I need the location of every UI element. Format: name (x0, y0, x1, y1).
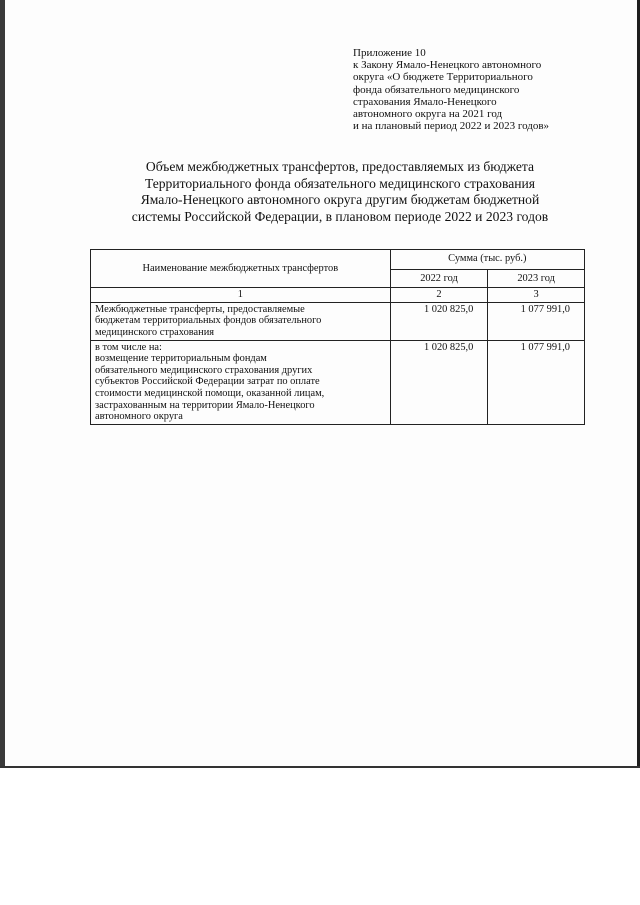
header-year-2023: 2023 год (488, 269, 585, 288)
col-number-3: 3 (488, 288, 585, 303)
row-name-line: автономного округа (95, 411, 183, 423)
scan-edge-left (0, 0, 5, 768)
document-title (90, 159, 590, 225)
row-name-line: медицинского страхования (95, 326, 215, 338)
row-name-line: в том числе на: (95, 341, 162, 353)
appendix-line: и на плановый период 2022 и 2023 годов» (353, 120, 550, 133)
row-name-line: Межбюджетные трансферты, предоставляемые (95, 303, 305, 315)
col-number-1: 1 (91, 288, 391, 303)
header-name: Наименование межбюджетных трансфертов (91, 250, 391, 288)
appendix-line: автономного округа на 2021 год (353, 108, 503, 121)
appendix-line: к Закону Ямало-Ненецкого автономного (353, 59, 542, 72)
row-name-line: обязательного медицинского страхования других (95, 364, 313, 376)
row-name-line: субъектов Российской Федерации затрат по оплате (95, 376, 320, 388)
title-line: Территориального фонда обязательного медицинского страхования (144, 175, 536, 191)
row-value-2022: 1 020 825,0 (390, 302, 488, 340)
table-row (91, 340, 585, 424)
header-year-2022: 2022 год (390, 269, 488, 288)
appendix-line: страхования Ямало-Ненецкого (353, 95, 497, 108)
header-sum: Сумма (тыс. руб.) (390, 250, 584, 270)
title-line: Объем межбюджетных трансфертов, предоставляемых из бюджета (145, 159, 535, 174)
appendix-line: Приложение 10 (353, 47, 426, 59)
title-line: Ямало-Ненецкого автономного округа другим бюджетам бюджетной (140, 192, 540, 207)
scan-edge-bottom (0, 766, 640, 768)
row-value-2023: 1 077 991,0 (488, 302, 585, 340)
appendix-note (353, 47, 623, 132)
row-value-2022: 1 020 825,0 (390, 340, 488, 424)
appendix-line: округа «О бюджете Территориального (353, 71, 533, 84)
row-name-line: стоимости медицинской помощи, оказанной лицам, (95, 387, 325, 399)
appendix-line: фонда обязательного медицинского (353, 83, 520, 96)
title-line: системы Российской Федерации, в плановом периоде 2022 и 2023 годов (131, 208, 549, 224)
row-name-line: возмещение территориальным фондам (95, 353, 267, 365)
row-value-2023: 1 077 991,0 (488, 340, 585, 424)
row-name (91, 302, 391, 340)
col-number-2: 2 (390, 288, 488, 303)
transfers-table (90, 249, 585, 425)
table-row (91, 302, 585, 340)
row-name-line: бюджетам территориальных фондов обязательного (95, 315, 322, 327)
column-number-row (91, 288, 585, 303)
row-name (91, 340, 391, 424)
table-header-row (91, 250, 585, 270)
row-name-line: застрахованным на территории Ямало-Ненецкого (95, 399, 315, 411)
